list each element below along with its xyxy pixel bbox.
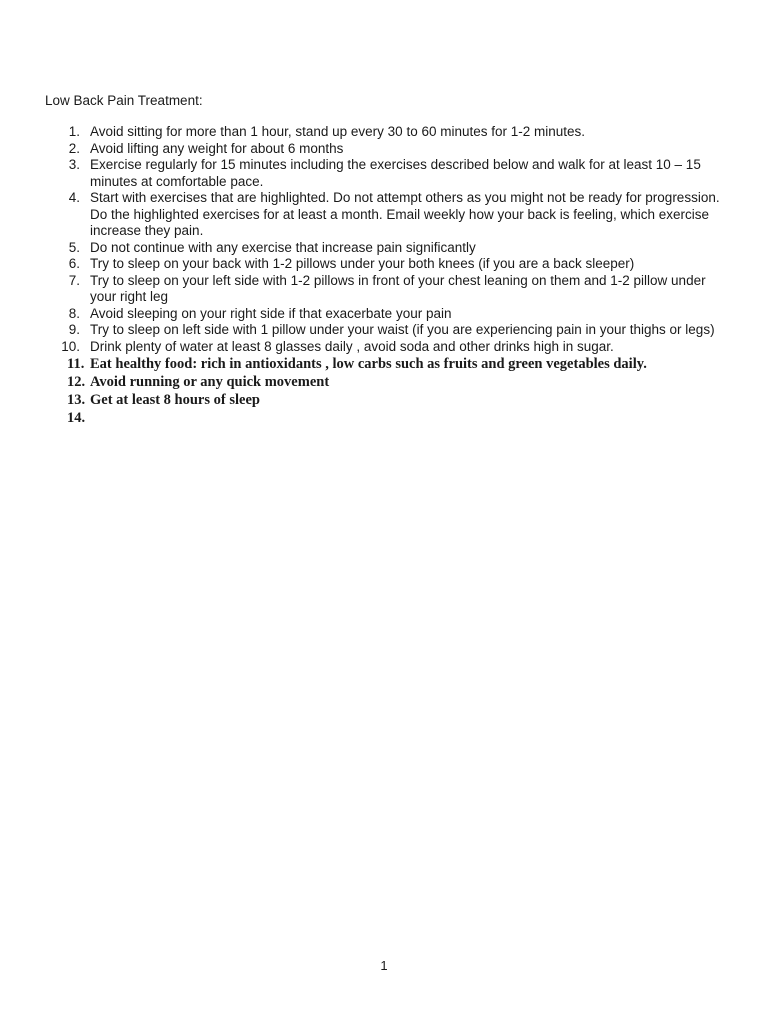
- list-item-text: Drink plenty of water at least 8 glasses daily , avoid soda and other drinks high in sugar.: [90, 338, 614, 354]
- list-item-number: 4.: [68, 190, 80, 205]
- list-item: [0, 190, 722, 240]
- list-item-number: 8.: [68, 305, 80, 321]
- list-item: [0, 339, 722, 356]
- list-item-number: 12.: [67, 374, 86, 390]
- list-item: [0, 322, 722, 339]
- list-item-number: 13.: [67, 392, 86, 408]
- list-item: [0, 256, 722, 273]
- list-item: [0, 273, 722, 306]
- list-item-text: Try to sleep on your back with 1-2 pillows under your both knees (if you are a back sleeper): [90, 256, 635, 271]
- list-item: [0, 373, 722, 391]
- list-item-text: Do not continue with any exercise that increase pain significantly: [90, 239, 476, 255]
- list-item: [0, 355, 722, 373]
- list-item: [0, 240, 722, 257]
- list-item-text: Try to sleep on left side with 1 pillow under your waist (if you are experiencing pain in your thighs or legs): [90, 322, 715, 337]
- list-item-text: Avoid running or any quick movement: [90, 374, 330, 390]
- list-item-number: 9.: [68, 322, 80, 337]
- list-item-number: 11.: [67, 356, 85, 372]
- list-item-number: 14.: [67, 410, 86, 426]
- list-item-number: 2.: [68, 140, 80, 156]
- list-item-text: Eat healthy food: rich in antioxidants , low carbs such as fruits and green vegetables daily.: [90, 356, 647, 372]
- list-item-text: Avoid sitting for more than 1 hour, stand up every 30 to 60 minutes for 1-2 minutes.: [90, 124, 586, 139]
- list-item-text: Get at least 8 hours of sleep: [90, 392, 260, 408]
- list-item-number: 3.: [68, 157, 80, 172]
- list-item-number: 7.: [68, 272, 80, 288]
- list-item-text: Try to sleep on your left side with 1-2 pillows in front of your chest leaning on them and 1-2 pillow under your right leg: [90, 272, 706, 304]
- list-item-text: Start with exercises that are highlighted. Do not attempt others as you might not be ready for progression. Do the highlighted exercises for at least a month. Email weekly how your back is feeling, which exercise increase they pain.: [90, 190, 720, 238]
- page-number: 1: [380, 958, 388, 973]
- list-item: [0, 141, 722, 158]
- list-item-number: 6.: [68, 256, 80, 271]
- document-title: Low Back Pain Treatment:: [45, 93, 203, 108]
- list-item-text: Avoid sleeping on your right side if that exacerbate your pain: [90, 305, 452, 321]
- list-item: [0, 306, 722, 323]
- list-item: [0, 157, 722, 190]
- treatment-list: [0, 124, 768, 426]
- list-item-number: 10.: [61, 338, 80, 354]
- list-item-number: 5.: [68, 239, 80, 255]
- list-item: [0, 391, 722, 409]
- list-item-number: 1.: [68, 124, 80, 139]
- list-item: [0, 124, 722, 141]
- list-item-text: Avoid lifting any weight for about 6 months: [90, 140, 344, 156]
- list-item-text: Exercise regularly for 15 minutes including the exercises described below and walk for at least 10 – 15 minutes at comfortable pace.: [90, 157, 701, 189]
